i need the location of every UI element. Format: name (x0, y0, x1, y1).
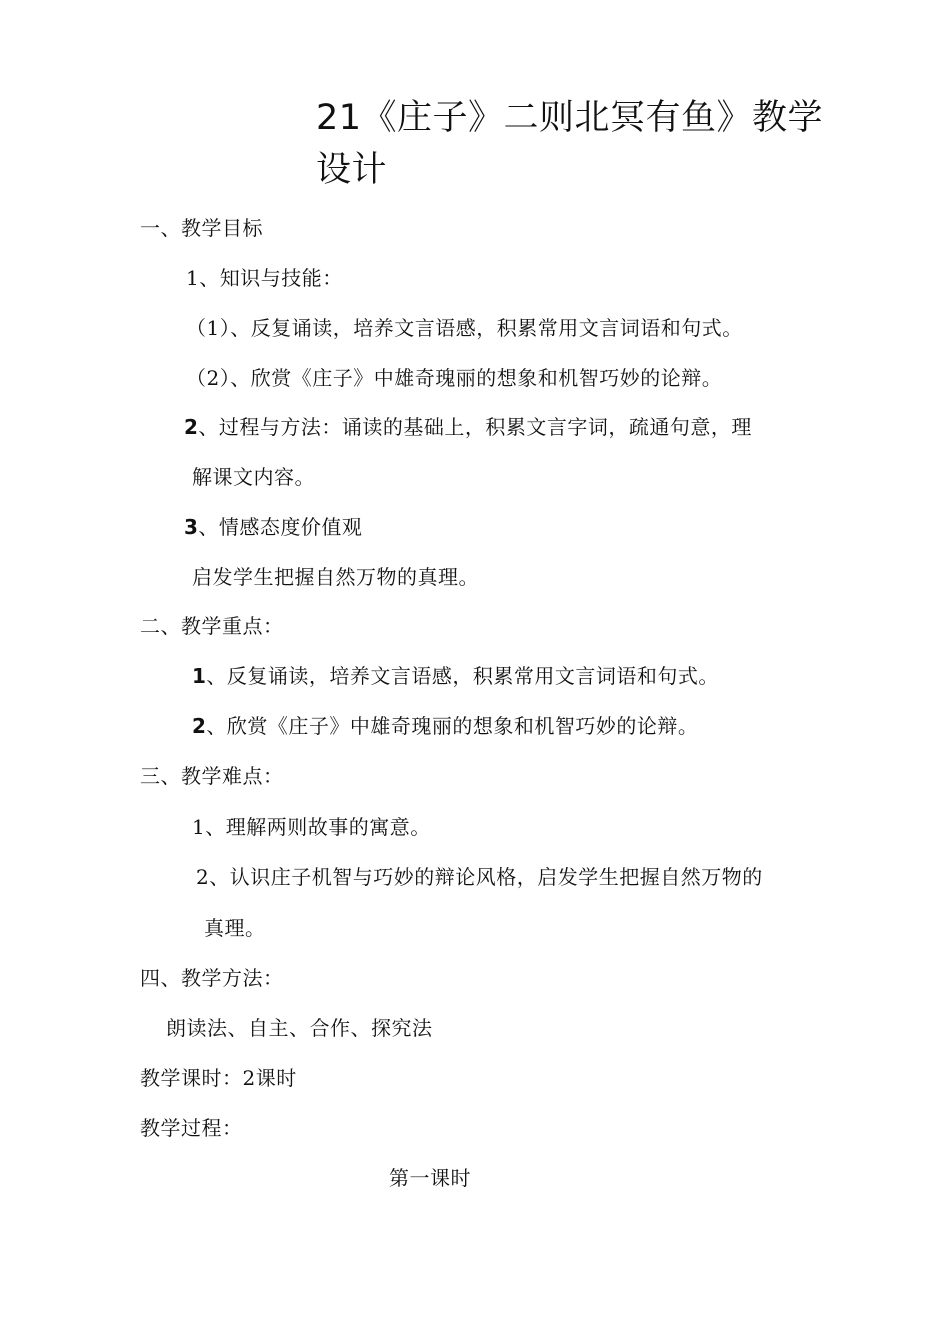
section-3-item-2-continued: 真理。 (204, 916, 266, 940)
section-3-item-2: 2、认识庄子机智与巧妙的辩论风格，启发学生把握自然万物的 (196, 865, 763, 889)
section-2-item-1 (192, 662, 719, 690)
section-1-item-3-content: 启发学生把握自然万物的真理。 (192, 565, 479, 589)
section-1-item-2-continued: 解课文内容。 (192, 465, 315, 489)
section-4-heading: 四、教学方法： (140, 966, 284, 990)
document-title (316, 92, 826, 196)
item-text: 、情感态度价值观 (198, 515, 363, 539)
item-text: 、反复诵读，培养文言语感，积累常用文言词语和句式。 (206, 664, 719, 688)
section-2-item-2 (192, 712, 698, 740)
section-1-item-1-b: （2）、欣赏《庄子》中雄奇瑰丽的想象和机智巧妙的论辩。 (186, 366, 723, 390)
item-number: 1 (192, 664, 207, 688)
section-1-item-2 (184, 413, 752, 441)
title-line-1: 21《庄子》二则北冥有鱼》教学 (316, 98, 824, 138)
section-1-item-1-a: （1）、反复诵读，培养文言语感，积累常用文言词语和句式。 (186, 316, 743, 340)
item-number: 2 (192, 714, 207, 738)
item-text: 、过程与方法：诵读的基础上，积累文言字词，疏通句意，理 (198, 415, 752, 439)
section-1-heading: 一、教学目标 (140, 216, 263, 240)
section-3-item-1: 1、理解两则故事的寓意。 (192, 815, 431, 839)
item-number: 3 (184, 515, 199, 539)
teaching-hours: 教学课时：2课时 (140, 1066, 297, 1090)
section-1-item-3 (184, 513, 362, 541)
item-number: 2 (184, 415, 199, 439)
lesson-1-heading: 第一课时 (389, 1166, 471, 1190)
section-2-heading: 二、教学重点： (140, 614, 284, 638)
title-line-2: 设计 (316, 150, 388, 190)
teaching-process-heading: 教学过程： (140, 1116, 243, 1140)
section-3-heading: 三、教学难点： (140, 764, 284, 788)
item-text: 、欣赏《庄子》中雄奇瑰丽的想象和机智巧妙的论辩。 (206, 714, 699, 738)
section-4-content: 朗读法、自主、合作、探究法 (166, 1016, 433, 1040)
section-1-item-1: 1、知识与技能： (186, 266, 343, 290)
